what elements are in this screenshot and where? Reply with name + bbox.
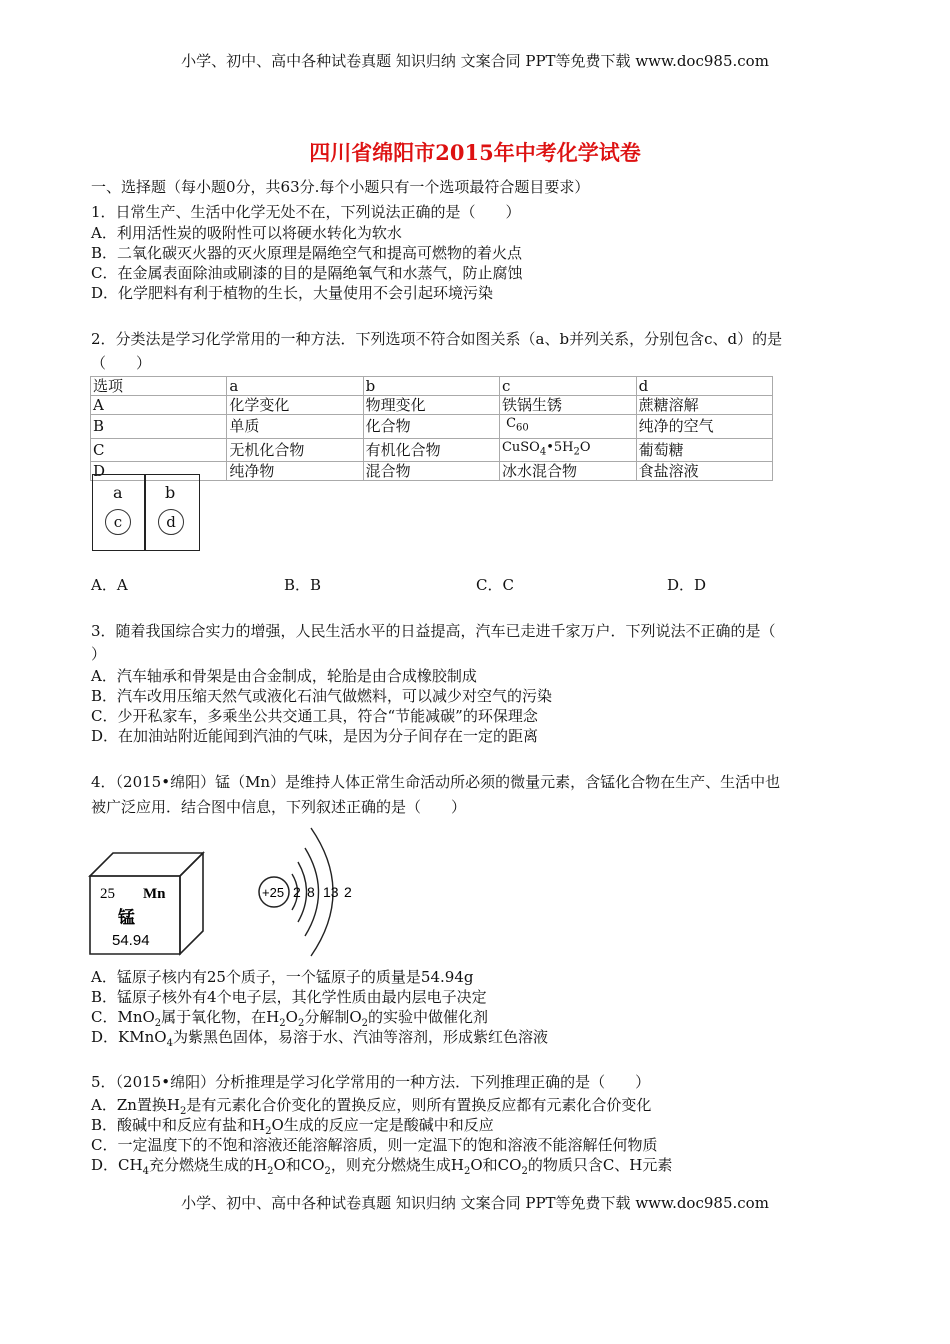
table-cell: A <box>91 396 227 415</box>
q3-stem-paren: ） <box>91 645 107 663</box>
nucleus-charge: +25 <box>262 885 285 900</box>
table-cell: 纯净的空气 <box>636 415 772 439</box>
element-symbol: Mn <box>143 886 166 902</box>
q3-option-a: A．汽车轴承和骨架是由合金制成，轮胎是由合成橡胶制成 <box>91 667 477 685</box>
shell-electrons: 2 <box>293 884 301 900</box>
diagram-circle-d: d <box>158 509 184 535</box>
q2-option-c: C．C <box>476 576 514 594</box>
page-footer: 小学、初中、高中各种试卷真题 知识归纳 文案合同 PPT等免费下载 www.doc985.com <box>181 1194 769 1212</box>
table-cell-c60: $C_{60}$ <box>499 415 636 439</box>
q3-option-c: C．少开私家车，多乘坐公共交通工具，符合“节能减碳”的环保理念 <box>91 707 538 725</box>
q5-option-c: C．一定温度下的不饱和溶液还能溶解溶质，则一定温下的饱和溶液不能溶解任何物质 <box>91 1136 658 1154</box>
q1-option-a: A．利用活性炭的吸附性可以将硬水转化为软水 <box>91 224 402 242</box>
table-row <box>91 396 773 415</box>
manganese-figure <box>85 826 385 961</box>
q3-option-b: B．汽车改用压缩天然气或液化石油气做燃料，可以减少对空气的污染 <box>91 687 553 705</box>
q1-option-b: B．二氧化碳灭火器的灭火原理是隔绝空气和提高可燃物的着火点 <box>91 244 523 262</box>
element-number: 25 <box>100 886 115 902</box>
table-cell: 有机化合物 <box>363 438 499 462</box>
q2-table <box>90 376 773 481</box>
diagram-label-b: b <box>165 483 176 502</box>
element-mass: 54.94 <box>112 932 150 949</box>
table-cell: c <box>499 377 636 396</box>
element-name: 锰 <box>118 908 135 928</box>
table-cell: 铁锅生锈 <box>499 396 636 415</box>
q4-option-d: D．KMnO$_4$为紫黑色固体，易溶于水、汽油等溶剂，形成紫红色溶液 <box>91 1028 548 1049</box>
table-cell: B <box>91 415 227 439</box>
q4-option-a: A．锰原子核内有25个质子，一个锰原子的质量是54.94g <box>91 968 474 986</box>
table-row <box>91 415 773 439</box>
diagram-divider <box>144 475 146 550</box>
q2-option-b: B．B <box>284 576 322 594</box>
shell-electrons: 2 <box>344 884 352 900</box>
q2-option-d: D．D <box>667 576 707 594</box>
table-cell: 化合物 <box>363 415 499 439</box>
table-cell: 化学变化 <box>227 396 363 415</box>
table-cell: d <box>636 377 772 396</box>
q3-option-d: D．在加油站附近能闻到汽油的气味，是因为分子间存在一定的距离 <box>91 727 539 745</box>
atom-structure-diagram <box>259 828 352 956</box>
q4-option-c: C．MnO$_2$属于氧化物，在$H_2O_2$分解制$O_2$的实验中做催化剂 <box>91 1008 489 1029</box>
table-cell: 食盐溶液 <box>636 462 772 481</box>
q4-option-b: B．锰原子核外有4个电子层，其化学性质由最内层电子决定 <box>91 988 487 1006</box>
table-cell: D <box>91 462 227 481</box>
q5-option-b: B．酸碱中和反应有盐和$H_2O$生成的反应一定是酸碱中和反应 <box>91 1116 494 1137</box>
q1-option-d: D．化学肥料有利于植物的生长，大量使用不会引起环境污染 <box>91 284 494 302</box>
table-row <box>91 377 773 396</box>
table-row <box>91 438 773 462</box>
q5-option-d: D．$CH_4$充分燃烧生成的$H_2O$和$CO_2$，则充分燃烧生成$H_2O$和$CO_2$的物质只含C、H元素 <box>91 1156 673 1177</box>
q2-stem-paren: （ ） <box>91 354 152 372</box>
table-cell-cuso4: $CuSO_4•5H_2O$ <box>499 438 636 462</box>
table-cell: 无机化合物 <box>227 438 363 462</box>
table-cell: a <box>227 377 363 396</box>
page-header: 小学、初中、高中各种试卷真题 知识归纳 文案合同 PPT等免费下载 www.doc985.com <box>181 52 769 70</box>
table-cell: 混合物 <box>363 462 499 481</box>
set-relation-diagram <box>92 474 200 551</box>
page-title: 四川省绵阳市2015年中考化学试卷 <box>309 140 641 165</box>
q4-stem: 4．（2015•绵阳）锰（Mn）是维持人体正常生命活动所必须的微量元素，含锰化合物在生产、生活中也 <box>91 773 781 791</box>
table-cell: C <box>91 438 227 462</box>
section-heading: 一、选择题（每小题0分，共63分.每个小题只有一个选项最符合题目要求） <box>91 178 590 196</box>
q3-stem: 3．随着我国综合实力的增强，人民生活水平的日益提高，汽车已走进千家万户．下列说法不正确的是（ <box>91 622 776 640</box>
table-cell: 冰水混合物 <box>499 462 636 481</box>
shell-electrons: 13 <box>323 884 339 900</box>
table-cell: 纯净物 <box>227 462 363 481</box>
q5-stem: 5．（2015•绵阳）分析推理是学习化学常用的一种方法．下列推理正确的是（ ） <box>91 1073 651 1091</box>
table-cell: 单质 <box>227 415 363 439</box>
table-cell: 蔗糖溶解 <box>636 396 772 415</box>
q2-option-a: A．A <box>91 576 128 594</box>
diagram-label-a: a <box>113 483 123 502</box>
table-cell: 选项 <box>91 377 227 396</box>
table-cell: b <box>363 377 499 396</box>
shell-electrons: 8 <box>307 884 315 900</box>
table-cell: 物理变化 <box>363 396 499 415</box>
table-cell: 葡萄糖 <box>636 438 772 462</box>
q1-option-c: C．在金属表面除油或刷漆的目的是隔绝氧气和水蒸气，防止腐蚀 <box>91 264 523 282</box>
q1-stem: 1．日常生产、生活中化学无处不在，下列说法正确的是（ ） <box>91 203 521 221</box>
q5-option-a: A．Zn置换$H_2$是有元素化合价变化的置换反应，则所有置换反应都有元素化合价变化 <box>91 1096 652 1117</box>
q2-stem: 2．分类法是学习化学常用的一种方法．下列选项不符合如图关系（a、b并列关系，分别包含c、d）的是 <box>91 330 783 348</box>
diagram-circle-c: c <box>105 509 131 535</box>
q4-stem-2: 被广泛应用．结合图中信息，下列叙述正确的是（ ） <box>91 798 467 816</box>
